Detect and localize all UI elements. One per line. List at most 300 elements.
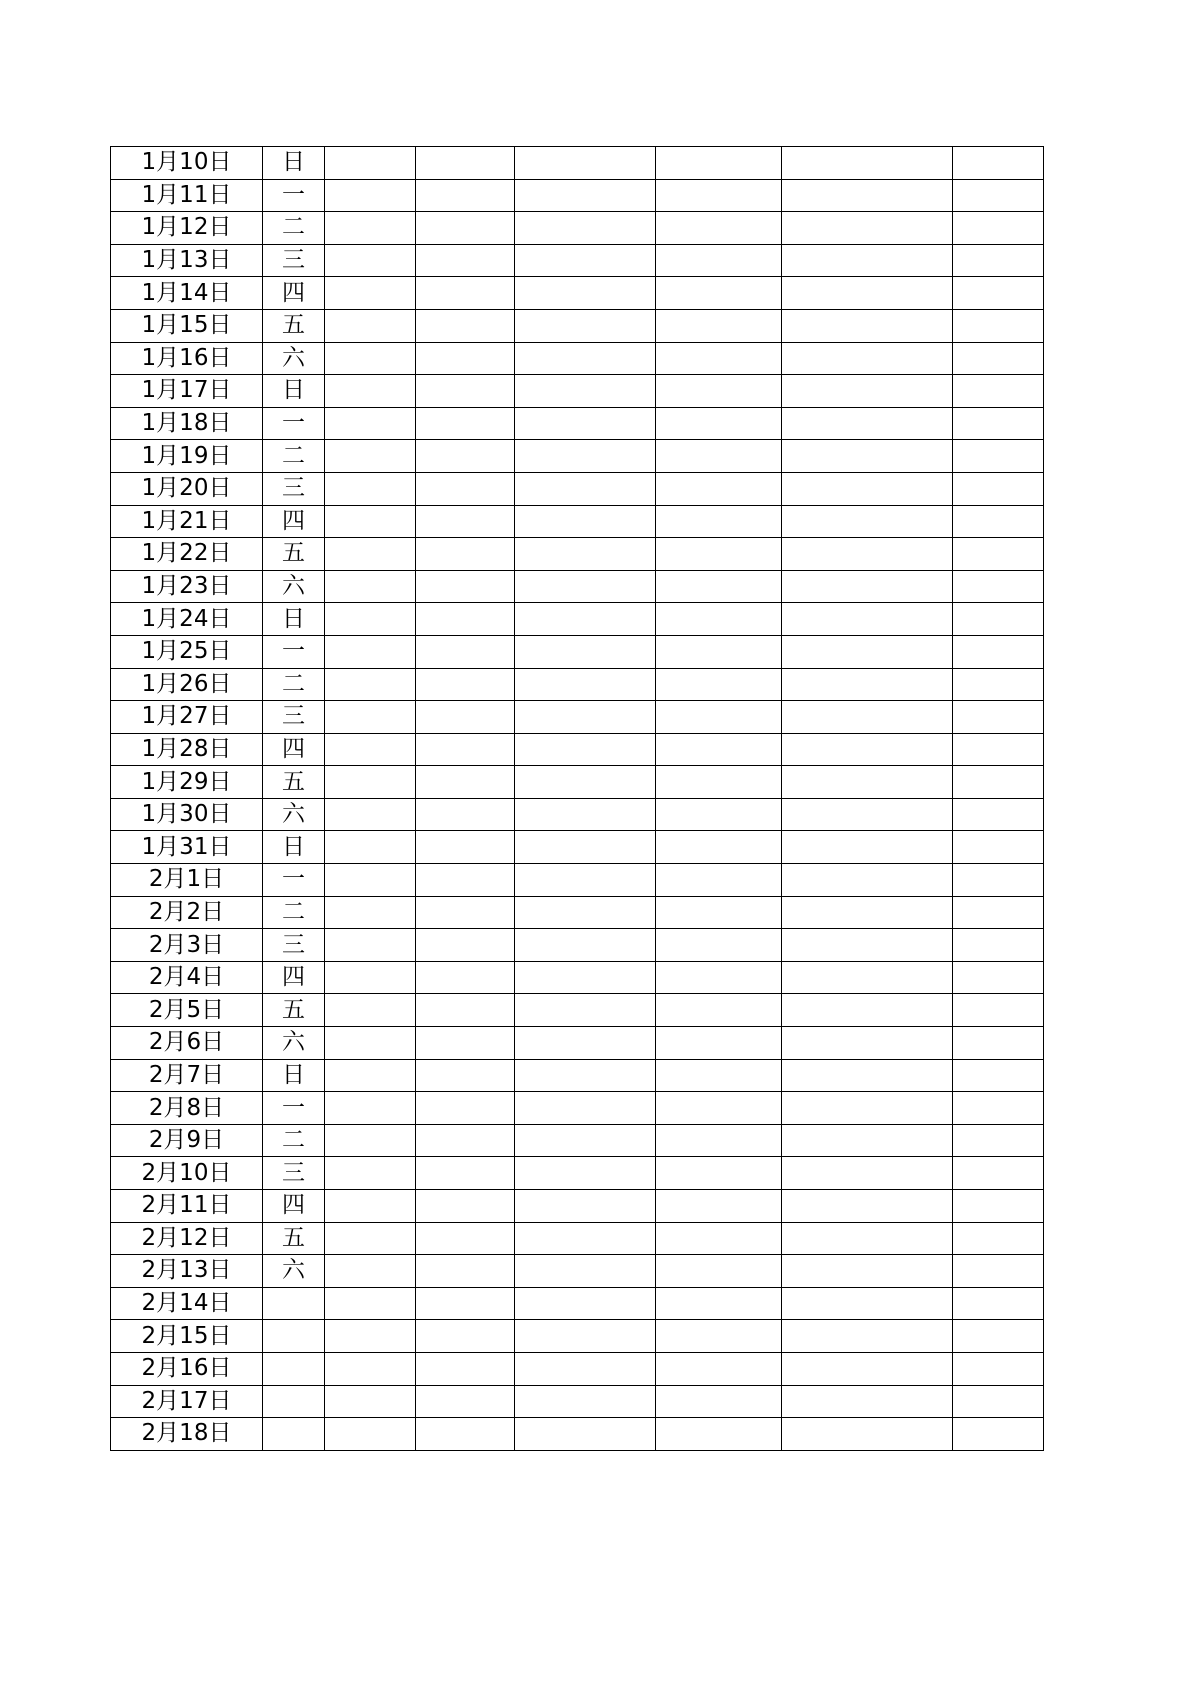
- empty-cell: [656, 1320, 782, 1353]
- empty-cell: [325, 309, 416, 342]
- date-cell: 1月16日: [111, 342, 263, 375]
- empty-cell: [782, 179, 953, 212]
- empty-cell: [782, 1124, 953, 1157]
- empty-cell: [953, 1320, 1044, 1353]
- weekday-cell: 六: [263, 1027, 325, 1060]
- empty-cell: [325, 538, 416, 571]
- date-cell: 1月20日: [111, 472, 263, 505]
- date-cell: 2月2日: [111, 896, 263, 929]
- empty-cell: [416, 929, 515, 962]
- empty-cell: [515, 212, 656, 245]
- empty-cell: [325, 472, 416, 505]
- empty-cell: [416, 407, 515, 440]
- empty-cell: [515, 342, 656, 375]
- weekday-cell: 二: [263, 440, 325, 473]
- weekday-cell: 一: [263, 864, 325, 897]
- weekday-cell: 六: [263, 342, 325, 375]
- table-row: [111, 538, 1044, 571]
- empty-cell: [953, 440, 1044, 473]
- empty-cell: [953, 1352, 1044, 1385]
- empty-cell: [782, 1255, 953, 1288]
- date-cell: 2月4日: [111, 961, 263, 994]
- empty-cell: [953, 505, 1044, 538]
- empty-cell: [953, 864, 1044, 897]
- table-row: [111, 1027, 1044, 1060]
- empty-cell: [416, 1190, 515, 1223]
- empty-cell: [416, 1092, 515, 1125]
- empty-cell: [325, 244, 416, 277]
- weekday-cell: 二: [263, 1124, 325, 1157]
- date-cell: 2月7日: [111, 1059, 263, 1092]
- empty-cell: [953, 277, 1044, 310]
- empty-cell: [416, 1255, 515, 1288]
- empty-cell: [656, 733, 782, 766]
- empty-cell: [416, 896, 515, 929]
- weekday-cell: 三: [263, 1157, 325, 1190]
- empty-cell: [656, 1124, 782, 1157]
- empty-cell: [416, 147, 515, 180]
- empty-cell: [953, 1418, 1044, 1451]
- empty-cell: [325, 994, 416, 1027]
- date-cell: 1月17日: [111, 375, 263, 408]
- empty-cell: [325, 1352, 416, 1385]
- empty-cell: [416, 1157, 515, 1190]
- calendar-table: [110, 146, 1044, 1451]
- date-cell: 2月1日: [111, 864, 263, 897]
- weekday-cell: 五: [263, 309, 325, 342]
- empty-cell: [515, 798, 656, 831]
- empty-cell: [325, 1320, 416, 1353]
- weekday-cell: 三: [263, 472, 325, 505]
- empty-cell: [325, 798, 416, 831]
- empty-cell: [515, 864, 656, 897]
- empty-cell: [515, 1352, 656, 1385]
- empty-cell: [656, 1222, 782, 1255]
- table-row: [111, 733, 1044, 766]
- empty-cell: [656, 896, 782, 929]
- empty-cell: [515, 1287, 656, 1320]
- empty-cell: [325, 929, 416, 962]
- date-cell: 1月21日: [111, 505, 263, 538]
- weekday-cell: [263, 1385, 325, 1418]
- empty-cell: [325, 147, 416, 180]
- empty-cell: [515, 1385, 656, 1418]
- empty-cell: [325, 375, 416, 408]
- weekday-cell: 日: [263, 375, 325, 408]
- table-row: [111, 1157, 1044, 1190]
- weekday-cell: 六: [263, 570, 325, 603]
- weekday-cell: [263, 1287, 325, 1320]
- empty-cell: [953, 668, 1044, 701]
- empty-cell: [325, 1385, 416, 1418]
- empty-cell: [656, 864, 782, 897]
- empty-cell: [416, 1124, 515, 1157]
- empty-cell: [325, 440, 416, 473]
- weekday-cell: 日: [263, 831, 325, 864]
- empty-cell: [782, 375, 953, 408]
- empty-cell: [325, 701, 416, 734]
- empty-cell: [515, 407, 656, 440]
- table-row: [111, 701, 1044, 734]
- empty-cell: [416, 1418, 515, 1451]
- empty-cell: [515, 1255, 656, 1288]
- empty-cell: [515, 994, 656, 1027]
- date-cell: 1月31日: [111, 831, 263, 864]
- empty-cell: [656, 961, 782, 994]
- empty-cell: [782, 1287, 953, 1320]
- empty-cell: [416, 1385, 515, 1418]
- empty-cell: [515, 766, 656, 799]
- empty-cell: [416, 244, 515, 277]
- date-cell: 1月28日: [111, 733, 263, 766]
- empty-cell: [782, 407, 953, 440]
- empty-cell: [325, 1027, 416, 1060]
- empty-cell: [656, 342, 782, 375]
- empty-cell: [656, 1092, 782, 1125]
- table-row: [111, 342, 1044, 375]
- empty-cell: [656, 1287, 782, 1320]
- empty-cell: [416, 733, 515, 766]
- weekday-cell: 一: [263, 407, 325, 440]
- empty-cell: [515, 1222, 656, 1255]
- empty-cell: [782, 1385, 953, 1418]
- date-cell: 1月27日: [111, 701, 263, 734]
- empty-cell: [953, 472, 1044, 505]
- empty-cell: [325, 1287, 416, 1320]
- date-cell: 1月10日: [111, 147, 263, 180]
- empty-cell: [656, 1190, 782, 1223]
- empty-cell: [782, 277, 953, 310]
- date-cell: 2月10日: [111, 1157, 263, 1190]
- empty-cell: [782, 1190, 953, 1223]
- table-row: [111, 929, 1044, 962]
- table-row: [111, 1385, 1044, 1418]
- weekday-cell: 一: [263, 179, 325, 212]
- weekday-cell: 六: [263, 1255, 325, 1288]
- table-row: [111, 766, 1044, 799]
- table-row: [111, 505, 1044, 538]
- empty-cell: [782, 147, 953, 180]
- empty-cell: [782, 1418, 953, 1451]
- empty-cell: [416, 570, 515, 603]
- empty-cell: [325, 668, 416, 701]
- empty-cell: [782, 472, 953, 505]
- date-cell: 1月23日: [111, 570, 263, 603]
- empty-cell: [656, 766, 782, 799]
- empty-cell: [515, 635, 656, 668]
- date-cell: 1月15日: [111, 309, 263, 342]
- empty-cell: [656, 277, 782, 310]
- empty-cell: [656, 570, 782, 603]
- empty-cell: [656, 440, 782, 473]
- empty-cell: [416, 212, 515, 245]
- empty-cell: [782, 538, 953, 571]
- date-cell: 2月11日: [111, 1190, 263, 1223]
- weekday-cell: 五: [263, 1222, 325, 1255]
- empty-cell: [656, 309, 782, 342]
- empty-cell: [416, 994, 515, 1027]
- date-cell: 1月14日: [111, 277, 263, 310]
- empty-cell: [515, 375, 656, 408]
- table-row: [111, 1059, 1044, 1092]
- date-cell: 1月13日: [111, 244, 263, 277]
- date-cell: 2月17日: [111, 1385, 263, 1418]
- empty-cell: [325, 505, 416, 538]
- empty-cell: [782, 701, 953, 734]
- empty-cell: [515, 179, 656, 212]
- empty-cell: [782, 635, 953, 668]
- empty-cell: [416, 1222, 515, 1255]
- empty-cell: [325, 277, 416, 310]
- empty-cell: [656, 538, 782, 571]
- empty-cell: [416, 1287, 515, 1320]
- empty-cell: [656, 407, 782, 440]
- weekday-cell: 二: [263, 668, 325, 701]
- date-cell: 2月5日: [111, 994, 263, 1027]
- empty-cell: [416, 1320, 515, 1353]
- empty-cell: [515, 831, 656, 864]
- date-cell: 2月6日: [111, 1027, 263, 1060]
- date-cell: 2月8日: [111, 1092, 263, 1125]
- table-row: [111, 179, 1044, 212]
- empty-cell: [953, 570, 1044, 603]
- empty-cell: [515, 505, 656, 538]
- empty-cell: [953, 1222, 1044, 1255]
- table-row: [111, 635, 1044, 668]
- table-row: [111, 1287, 1044, 1320]
- empty-cell: [782, 1059, 953, 1092]
- date-cell: 1月25日: [111, 635, 263, 668]
- table-row: [111, 244, 1044, 277]
- empty-cell: [953, 1287, 1044, 1320]
- empty-cell: [782, 1320, 953, 1353]
- empty-cell: [953, 701, 1044, 734]
- empty-cell: [325, 635, 416, 668]
- empty-cell: [953, 798, 1044, 831]
- empty-cell: [325, 831, 416, 864]
- empty-cell: [416, 472, 515, 505]
- weekday-cell: 日: [263, 147, 325, 180]
- empty-cell: [782, 929, 953, 962]
- weekday-cell: 四: [263, 505, 325, 538]
- empty-cell: [782, 831, 953, 864]
- empty-cell: [416, 831, 515, 864]
- empty-cell: [656, 831, 782, 864]
- empty-cell: [656, 798, 782, 831]
- empty-cell: [325, 961, 416, 994]
- empty-cell: [782, 994, 953, 1027]
- empty-cell: [515, 1027, 656, 1060]
- empty-cell: [515, 1418, 656, 1451]
- table-body: [111, 147, 1044, 1451]
- empty-cell: [656, 212, 782, 245]
- empty-cell: [782, 505, 953, 538]
- empty-cell: [325, 342, 416, 375]
- table-row: [111, 1124, 1044, 1157]
- empty-cell: [416, 375, 515, 408]
- empty-cell: [325, 733, 416, 766]
- date-cell: 1月11日: [111, 179, 263, 212]
- weekday-cell: 一: [263, 1092, 325, 1125]
- date-cell: 2月15日: [111, 1320, 263, 1353]
- empty-cell: [953, 896, 1044, 929]
- empty-cell: [656, 1352, 782, 1385]
- empty-cell: [515, 603, 656, 636]
- empty-cell: [953, 1255, 1044, 1288]
- table-row: [111, 1092, 1044, 1125]
- empty-cell: [782, 603, 953, 636]
- empty-cell: [782, 440, 953, 473]
- table-row: [111, 277, 1044, 310]
- empty-cell: [953, 961, 1044, 994]
- empty-cell: [953, 538, 1044, 571]
- empty-cell: [325, 864, 416, 897]
- table-row: [111, 472, 1044, 505]
- empty-cell: [515, 277, 656, 310]
- empty-cell: [416, 538, 515, 571]
- empty-cell: [515, 1059, 656, 1092]
- empty-cell: [953, 831, 1044, 864]
- empty-cell: [656, 1027, 782, 1060]
- empty-cell: [416, 603, 515, 636]
- empty-cell: [782, 864, 953, 897]
- empty-cell: [515, 1157, 656, 1190]
- empty-cell: [782, 342, 953, 375]
- empty-cell: [416, 505, 515, 538]
- empty-cell: [416, 961, 515, 994]
- empty-cell: [782, 668, 953, 701]
- empty-cell: [782, 309, 953, 342]
- empty-cell: [515, 1124, 656, 1157]
- empty-cell: [656, 929, 782, 962]
- empty-cell: [515, 309, 656, 342]
- empty-cell: [953, 375, 1044, 408]
- empty-cell: [515, 472, 656, 505]
- weekday-cell: 一: [263, 635, 325, 668]
- empty-cell: [416, 309, 515, 342]
- weekday-cell: 六: [263, 798, 325, 831]
- date-cell: 1月19日: [111, 440, 263, 473]
- empty-cell: [515, 244, 656, 277]
- weekday-cell: 二: [263, 896, 325, 929]
- table-row: [111, 1320, 1044, 1353]
- weekday-cell: 五: [263, 538, 325, 571]
- table-row: [111, 407, 1044, 440]
- empty-cell: [656, 179, 782, 212]
- empty-cell: [953, 1385, 1044, 1418]
- empty-cell: [782, 212, 953, 245]
- empty-cell: [782, 1092, 953, 1125]
- empty-cell: [656, 603, 782, 636]
- empty-cell: [782, 733, 953, 766]
- empty-cell: [656, 147, 782, 180]
- empty-cell: [656, 244, 782, 277]
- table-row: [111, 375, 1044, 408]
- date-cell: 2月14日: [111, 1287, 263, 1320]
- empty-cell: [325, 407, 416, 440]
- empty-cell: [656, 1255, 782, 1288]
- empty-cell: [656, 668, 782, 701]
- empty-cell: [953, 1027, 1044, 1060]
- empty-cell: [782, 1222, 953, 1255]
- empty-cell: [656, 472, 782, 505]
- empty-cell: [656, 635, 782, 668]
- empty-cell: [782, 1352, 953, 1385]
- empty-cell: [782, 896, 953, 929]
- empty-cell: [782, 961, 953, 994]
- weekday-cell: 二: [263, 212, 325, 245]
- table-row: [111, 798, 1044, 831]
- weekday-cell: [263, 1352, 325, 1385]
- empty-cell: [416, 179, 515, 212]
- empty-cell: [325, 212, 416, 245]
- empty-cell: [515, 961, 656, 994]
- empty-cell: [953, 212, 1044, 245]
- table-row: [111, 1418, 1044, 1451]
- empty-cell: [515, 147, 656, 180]
- empty-cell: [416, 668, 515, 701]
- empty-cell: [953, 1092, 1044, 1125]
- empty-cell: [515, 1190, 656, 1223]
- weekday-cell: 日: [263, 603, 325, 636]
- table-row: [111, 1255, 1044, 1288]
- weekday-cell: 三: [263, 701, 325, 734]
- weekday-cell: 四: [263, 733, 325, 766]
- empty-cell: [515, 668, 656, 701]
- empty-cell: [416, 701, 515, 734]
- empty-cell: [325, 766, 416, 799]
- empty-cell: [953, 1157, 1044, 1190]
- empty-cell: [953, 342, 1044, 375]
- date-cell: 1月26日: [111, 668, 263, 701]
- empty-cell: [953, 1124, 1044, 1157]
- empty-cell: [515, 1320, 656, 1353]
- empty-cell: [782, 570, 953, 603]
- empty-cell: [325, 603, 416, 636]
- table-row: [111, 603, 1044, 636]
- empty-cell: [953, 994, 1044, 1027]
- empty-cell: [515, 896, 656, 929]
- empty-cell: [416, 342, 515, 375]
- empty-cell: [656, 1059, 782, 1092]
- empty-cell: [953, 766, 1044, 799]
- empty-cell: [953, 407, 1044, 440]
- empty-cell: [325, 179, 416, 212]
- table-row: [111, 961, 1044, 994]
- empty-cell: [782, 1027, 953, 1060]
- empty-cell: [515, 929, 656, 962]
- empty-cell: [953, 244, 1044, 277]
- table-row: [111, 864, 1044, 897]
- empty-cell: [416, 798, 515, 831]
- empty-cell: [953, 309, 1044, 342]
- empty-cell: [416, 635, 515, 668]
- table-row: [111, 1222, 1044, 1255]
- empty-cell: [953, 1059, 1044, 1092]
- empty-cell: [953, 1190, 1044, 1223]
- empty-cell: [953, 733, 1044, 766]
- empty-cell: [416, 440, 515, 473]
- empty-cell: [325, 1157, 416, 1190]
- empty-cell: [325, 896, 416, 929]
- empty-cell: [515, 570, 656, 603]
- table-row: [111, 668, 1044, 701]
- table-row: [111, 1352, 1044, 1385]
- date-cell: 2月16日: [111, 1352, 263, 1385]
- empty-cell: [515, 1092, 656, 1125]
- weekday-cell: 四: [263, 1190, 325, 1223]
- table-row: [111, 440, 1044, 473]
